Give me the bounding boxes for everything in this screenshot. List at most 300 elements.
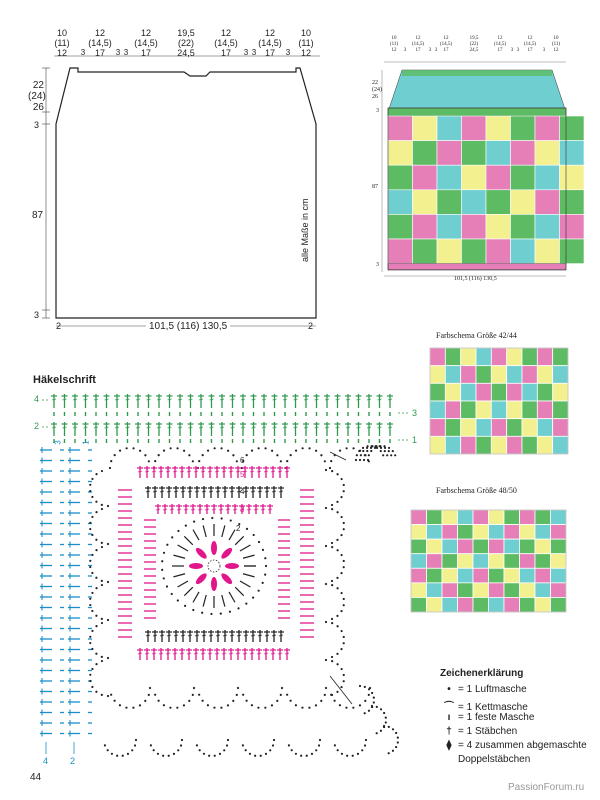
chain-mark [264,573,266,575]
double-crochet-mark [138,653,142,654]
chain-mark [291,749,293,751]
double-crochet-mark [147,399,151,400]
chain-mark [91,592,93,594]
chain-mark [339,704,341,706]
chain-mark [157,700,159,702]
chain-mark [380,730,382,732]
double-crochet-mark [52,427,56,428]
chain-mark [192,694,194,696]
cluster-mark [194,572,208,586]
chain-mark [343,598,345,600]
chain-mark [346,447,348,449]
double-crochet-mark [264,653,268,654]
col-label-2: 2 [70,756,76,766]
double-crochet-mark [283,399,287,400]
chain-mark [290,454,292,456]
chain-mark [89,642,91,644]
cluster-mark [220,546,234,560]
chain-mark [280,460,282,462]
chain-mark [376,732,378,734]
chain-mark [271,450,273,452]
chain-mark [331,504,333,506]
chain-mark [110,694,112,696]
double-crochet-mark [115,399,119,400]
chain-mark [388,726,390,728]
double-crochet-mark [251,491,255,492]
chain-mark [324,694,326,696]
double-crochet-mark [237,635,241,636]
double-crochet-mark [216,635,220,636]
big-top-dim: 3 [285,48,291,57]
watermark: PassionForum.ru [508,782,585,793]
double-crochet-mark [268,509,272,510]
chain-mark [271,704,273,706]
chain-mark [220,447,222,449]
small-top-dim: 10 (11) 12 [551,36,561,53]
double-crochet-mark [201,471,205,472]
chain-mark [281,687,283,689]
chain-mark [295,450,297,452]
chain-mark [107,619,109,621]
chain-mark [109,467,111,469]
double-crochet-mark [222,471,226,472]
double-crochet-mark [210,427,214,428]
chain-mark [134,744,136,746]
chain-mark [168,755,170,757]
chain-mark [308,447,310,449]
double-crochet-mark [166,653,170,654]
double-crochet-mark [223,491,227,492]
double-crochet-mark [315,399,319,400]
chain-mark [331,660,333,662]
chain-mark [91,630,93,632]
double-crochet-mark [184,509,188,510]
chain-mark [230,519,232,521]
chain-mark [183,704,185,706]
small-top-dim: 3 [516,48,520,53]
double-crochet-mark [195,491,199,492]
legend-title: Zeichenerklärung [440,668,524,679]
chain-mark [185,525,187,527]
double-crochet-mark [230,635,234,636]
chain-mark [341,668,343,670]
double-crochet-mark [201,653,205,654]
chain-mark [325,583,327,585]
chain-mark [89,528,91,530]
chain-mark [318,744,320,746]
chain-mark [95,625,97,627]
double-crochet-mark [188,491,192,492]
double-crochet-mark [168,427,172,428]
double-crochet-mark [203,525,206,537]
chain-mark [258,590,260,592]
chain-mark [101,622,103,624]
chain-mark [101,618,103,620]
chain-mark [367,459,369,461]
chain-mark [111,753,113,755]
chain-mark [330,460,332,462]
chain-mark [229,611,231,613]
chain-mark [336,691,338,693]
center-ring [208,560,220,572]
chain-mark [91,572,93,574]
chain-stitch-icon: • [447,684,451,695]
double-crochet-mark [357,427,361,428]
chain-mark [245,602,247,604]
chain-mark [355,459,357,461]
small-left-dim-body: 87 [372,184,378,190]
chain-mark [253,534,255,536]
double-crochet-mark [233,509,237,510]
chain-mark [207,704,209,706]
chain-mark [383,725,385,727]
chain-mark [119,450,121,452]
double-crochet-mark [167,491,171,492]
double-crochet-mark [223,635,227,636]
double-crochet-mark [163,509,167,510]
chain-mark [311,753,313,755]
chain-mark [364,700,366,702]
chain-mark [343,636,345,638]
double-crochet-mark [202,491,206,492]
legend-item-double: † = 1 Stäbchen [440,726,517,737]
chain-mark [201,700,203,702]
chain-mark [286,694,288,696]
double-crochet-mark [105,427,109,428]
double-crochet-mark [184,536,192,544]
chain-mark [360,454,362,456]
chain-mark [276,700,278,702]
chain-mark [395,732,397,734]
double-crochet-mark [216,491,220,492]
chain-mark [95,549,97,551]
chain-mark [329,467,331,469]
chain-mark [101,504,103,506]
small-left-dim-3b: 3 [376,262,379,268]
double-crochet-mark [325,427,329,428]
chain-mark [258,541,260,543]
double-crochet-mark [219,509,223,510]
double-crochet-mark [247,509,251,510]
chain-mark [91,554,93,556]
chain-mark [158,454,160,456]
chain-mark [211,517,213,519]
double-crochet-mark [178,427,182,428]
chain-mark [183,450,185,452]
chain-mark [227,739,229,741]
chain-mark [341,753,343,755]
double-crochet-mark [166,471,170,472]
chain-mark [359,704,361,706]
chain-mark [220,707,222,709]
chain-mark [368,454,370,456]
chain-mark [325,507,327,509]
chain-mark [362,450,364,452]
chain-mark [340,610,342,612]
chain-mark [340,648,342,650]
cluster-mark [211,577,217,591]
double-crochet-mark [241,427,245,428]
chain-mark [161,560,163,562]
big-top-dim: 3 [243,48,249,57]
chain-mark [385,721,387,723]
chain-mark [336,511,338,513]
chain-mark [193,687,195,689]
chain-mark [107,505,109,507]
chain-mark [154,694,156,696]
chain-mark [169,707,171,709]
chain-mark [254,755,256,757]
double-crochet-mark [193,592,199,602]
chain-mark [95,501,97,503]
chain-mark [357,753,359,755]
double-crochet-mark [168,399,172,400]
double-crochet-mark [378,427,382,428]
big-top-dim: 12 (14,5) 17 [258,28,282,58]
double-crochet-mark [205,509,209,510]
chain-mark [176,447,178,449]
chain-mark [336,663,338,665]
chain-mark [214,447,216,449]
double-crochet-mark [173,555,185,558]
chain-mark [376,706,378,708]
double-crochet-mark [279,491,283,492]
small-top-dim: 12 (14,5) 17 [523,36,537,53]
chain-mark [340,534,342,536]
double-crochet-mark [278,471,282,472]
double-crochet-mark [262,399,266,400]
double-crochet-mark [272,635,276,636]
chain-mark [385,717,387,719]
chain-mark [319,739,321,741]
chain-mark [325,621,327,623]
chain-mark [101,584,103,586]
chain-mark [269,749,271,751]
chain-mark [242,744,244,746]
chain-mark [119,704,121,706]
chain-mark [132,447,134,449]
chain-mark [89,490,91,492]
double-crochet-mark [157,399,161,400]
row-arrow [330,452,346,460]
chain-mark [258,447,260,449]
chain-mark [114,454,116,456]
round-label-5: 5 [240,470,245,479]
chain-mark [325,469,327,471]
scheme-48-title: Farbschema Größe 48/50 [436,486,517,495]
chain-mark [207,450,209,452]
chain-mark [339,450,341,452]
chain-mark [236,460,238,462]
chain-mark [315,450,317,452]
double-crochet-mark [283,427,287,428]
col-label-3: 3 [53,440,63,445]
chain-mark [336,625,338,627]
legend-item-slip: ⌒ = 1 Kettmasche [440,698,528,713]
big-top-dim: 10 (11) 12 [298,28,314,58]
chain-mark [257,707,259,709]
double-crochet-mark [236,653,240,654]
double-crochet-mark [138,471,142,472]
big-left-dim-3b: 3 [34,310,40,320]
double-crochet-mark [208,471,212,472]
chain-mark [334,744,336,746]
chain-mark [202,454,204,456]
chain-mark [188,454,190,456]
double-crochet-mark [188,635,192,636]
chain-mark [295,704,297,706]
chain-mark [139,450,141,452]
chain-mark [91,610,93,612]
chain-mark [336,549,338,551]
chain-mark [199,749,201,751]
chain-mark [366,450,368,452]
chain-mark [89,484,91,486]
chain-mark [126,447,128,449]
double-crochet-mark [250,471,254,472]
chain-mark [368,710,370,712]
double-crochet-mark [231,427,235,428]
chain-mark [122,755,124,757]
legend-item-cluster-cont: Doppelstäbchen [458,754,531,765]
chain-mark [260,755,262,757]
chain-mark [331,622,333,624]
chain-mark [91,668,93,670]
chain-mark [331,694,333,696]
double-crochet-mark [174,491,178,492]
legend-item-cluster: ⧫ = 4 zusammen abgemaschte [440,740,587,751]
chain-mark [370,447,372,449]
chain-mark [382,454,384,456]
double-crochet-mark [273,427,277,428]
double-crochet-mark [388,427,392,428]
chain-mark [125,707,127,709]
chain-mark [171,593,173,595]
chain-mark [89,680,91,682]
chain-mark [95,691,97,693]
small-width-label: 101,5 (116) 130,5 [454,276,497,282]
big-left-dim-3a: 3 [34,120,40,130]
double-crochet-mark [230,491,234,492]
double-crochet-mark [367,399,371,400]
double-crochet-mark [294,399,298,400]
double-crochet-mark [147,427,151,428]
big-left-dim-body: 87 [32,210,44,221]
chain-mark [89,636,91,638]
chain-mark [331,656,333,658]
chain-mark [177,599,179,601]
double-crochet-mark [173,653,177,654]
double-crochet-mark [160,635,164,636]
big-top-dim: 3 [123,48,129,57]
double-crochet-mark [178,545,188,551]
double-crochet-mark [254,509,258,510]
row-arrow [330,676,352,704]
chain-mark [343,680,345,682]
chain-mark [107,581,109,583]
double-crochet-mark [378,399,382,400]
chain-mark [232,700,234,702]
double-crochet-mark [285,653,289,654]
chain-mark [166,544,168,546]
chain-mark [202,518,204,520]
chain-mark [170,447,172,449]
chain-mark [390,454,392,456]
double-crochet-mark [357,399,361,400]
double-crochet-mark [153,635,157,636]
chain-mark [380,450,382,452]
double-crochet-mark [257,653,261,654]
double-crochet-mark [187,653,191,654]
double-crochet-mark [229,592,235,602]
double-crochet-mark [193,530,199,540]
double-crochet-mark [156,509,160,510]
chain-mark [273,739,275,741]
chain-mark [341,592,343,594]
chain-mark [188,700,190,702]
chain-mark [397,737,399,739]
double-crochet-mark [194,471,198,472]
double-crochet-mark [177,509,181,510]
double-crochet-mark [325,399,329,400]
chain-mark [101,694,103,696]
chain-mark [286,460,288,462]
double-crochet-mark [136,427,140,428]
double-crochet-mark [174,635,178,636]
single-crochet-icon: ı [447,712,451,723]
row-label-4: 4 [34,394,40,404]
chain-mark [379,445,381,447]
chain-mark [95,653,97,655]
double-crochet-mark [184,587,192,595]
double-crochet-mark [252,427,256,428]
chain-mark [223,749,225,751]
chain-mark [361,749,363,751]
chain-mark [101,508,103,510]
double-crochet-mark [203,595,206,607]
chain-mark [89,522,91,524]
small-top-dim: 12 (14,5) 17 [439,36,453,53]
big-bottom-right: 2 [308,321,314,331]
chain-mark [107,657,109,659]
double-crochet-mark [304,427,308,428]
chain-mark [368,688,370,690]
double-crochet-mark [209,635,213,636]
double-crochet-mark [181,491,185,492]
chain-mark [373,697,375,699]
chain-mark [181,739,183,741]
double-crochet-mark [94,399,98,400]
chain-mark [91,686,93,688]
chain-mark [380,708,382,710]
double-crochet-mark [52,399,56,400]
double-crochet-mark [346,399,350,400]
chain-mark [91,648,93,650]
chain-mark [343,522,345,524]
chain-mark [89,598,91,600]
double-crochet-mark [126,427,130,428]
double-crochet-mark [173,471,177,472]
chain-mark [252,597,254,599]
chain-mark [220,612,222,614]
chain-mark [89,566,91,568]
double-crochet-mark [258,635,262,636]
double-crochet-mark [279,635,283,636]
chain-mark [226,744,228,746]
chain-mark [95,473,97,475]
double-crochet-mark [145,471,149,472]
scheme-42-title: Farbschema Größe 42/44 [436,331,517,340]
